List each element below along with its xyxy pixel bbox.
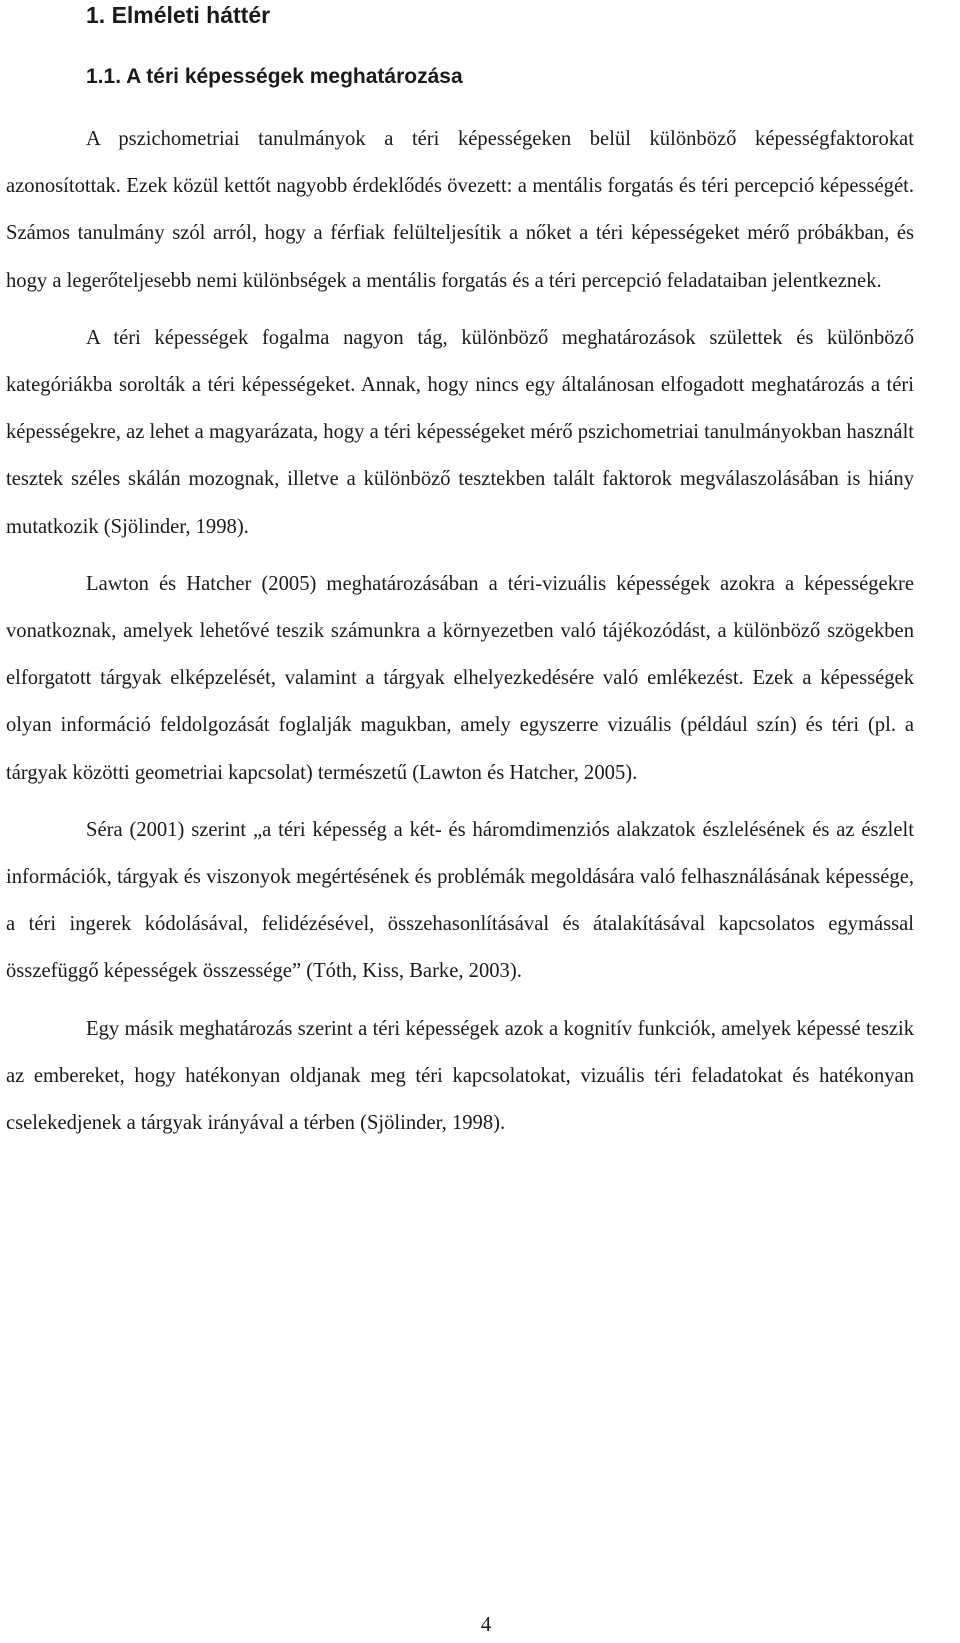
section-heading: 1.1. A téri képességek meghatározása: [86, 65, 463, 88]
chapter-heading: 1. Elméleti háttér: [86, 2, 271, 28]
paragraph-5: Egy másik meghatározás szerint a téri képességek azok a kognitív funkciók, amelyek képessé teszik az embereket, hogy hatékonyan oldjanak meg téri kapcsolatokat, vizuális téri feladatokat és hatékonyan cselekedjenek a tárgyak irányával a térben (Sjölinder, 1998).: [6, 1017, 914, 1135]
paragraph-3: Lawton és Hatcher (2005) meghatározásában a téri-vizuális képességek azokra a képességekre vonatkoznak, amelyek lehetővé teszik számunkra a környezetben való tájékozódást, a különböző szögekben elforgatott tárgyak elképzelését, valamint a tárgyak elhelyezkedésére való emlékezést. Ezek a képességek olyan információ feldolgozását foglalják magukban, amely egyszerre vizuális (például szín) és téri (pl. a tárgyak közötti geometriai kapcsolat) természetű (Lawton és Hatcher, 2005).: [6, 572, 914, 784]
paragraph-2: A téri képességek fogalma nagyon tág, különböző meghatározások születtek és különböző kategóriákba sorolták a téri képességeket. Annak, hogy nincs egy általánosan elfogadott meghatározás a téri képességekre, az lehet a magyarázata, hogy a téri képességeket mérő pszichometriai tanulmányokban használt tesztek széles skálán mozognak, illetve a különböző tesztekben talált faktorok megválaszolásában is hiány mutatkozik (Sjölinder, 1998).: [6, 326, 915, 538]
paragraph-4: Séra (2001) szerint „a téri képesség a két- és háromdimenziós alakzatok észlelésének és az észlelt információk, tárgyak és viszonyok megértésének és problémák megoldására való felhasználásának képessége, a téri ingerek kódolásával, felidézésével, összehasonlításával és átalakításával kapcsolatos egymással összefüggő képességek összessége” (Tóth, Kiss, Barke, 2003).: [6, 818, 914, 983]
body-text: [6, 116, 914, 1147]
page-number: 4: [480, 1612, 492, 1636]
paragraph-1: A pszichometriai tanulmányok a téri képességeken belül különböző képességfaktorokat azonosítottak. Ezek közül kettőt nagyobb érdeklődés övezett: a mentális forgatás és téri percepció képességét. Számos tanulmány szól arról, hogy a férfiak felülteljesítik a nőket a téri képességeket mérő próbákban, és hogy a legerőteljesebb nemi különbségek a mentális forgatás és a téri percepció feladataiban jelentkeznek.: [6, 128, 914, 292]
